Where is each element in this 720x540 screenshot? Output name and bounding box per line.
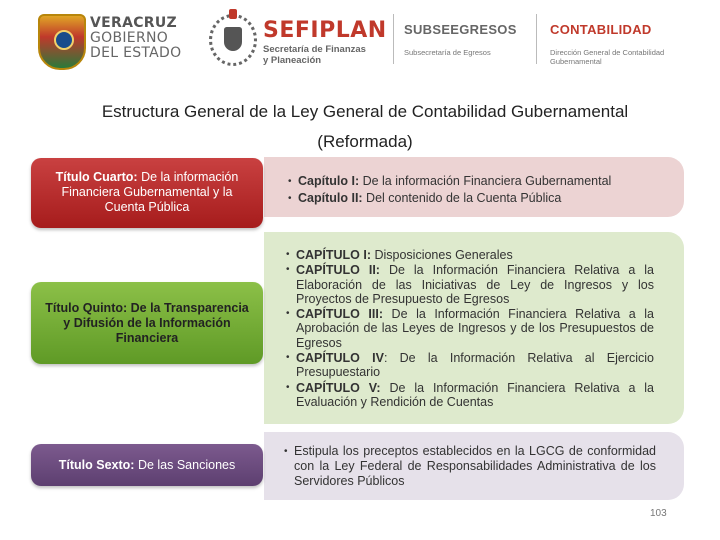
slide-title-line2: (Reformada) — [317, 132, 413, 151]
list-item — [288, 173, 670, 190]
chapter-text: De la Información Financiera Relativa a la Aprobación de las Leyes de Ingresos y de los Presupuestos de Egresos — [296, 307, 654, 350]
header-divider — [393, 14, 394, 64]
title-label-bold: Título Sexto: — [58, 458, 135, 472]
title-label-text — [41, 170, 253, 215]
content-panel-quinto — [264, 232, 684, 424]
title-label-bold: Título Cuarto: — [55, 170, 138, 184]
list-item — [286, 263, 654, 306]
list-item — [286, 307, 654, 350]
chapter-label: CAPÍTULO IV — [296, 351, 384, 366]
sefiplan-sub2: y Planeación — [263, 55, 322, 66]
chapter-label: Capítulo II: — [298, 191, 363, 205]
contabilidad-block — [550, 22, 680, 66]
title-label-rest: De las Sanciones — [134, 458, 236, 472]
contabilidad-subtitle: Dirección General de Contabilidad Gubernamental — [550, 48, 665, 66]
list-item — [286, 351, 654, 380]
sefiplan-emblem-icon — [209, 14, 257, 66]
veracruz-logo — [30, 10, 230, 70]
chapter-text: Del contenido de la Cuenta Pública — [362, 191, 562, 205]
chapter-text: Disposiciones Generales — [371, 248, 513, 262]
chapter-list — [288, 173, 670, 207]
content-panel-sexto — [264, 432, 684, 500]
list-item — [286, 381, 654, 410]
subsegresos-subtitle: Subsecretaría de Egresos — [404, 48, 491, 57]
subsegresos-title: SUBSEEGRESOS — [404, 22, 517, 37]
title-label-bold: Título Quinto: De la Transparencia y Difusión de la Información Financiera — [45, 300, 249, 345]
slide-title — [20, 97, 710, 157]
list-item — [286, 248, 654, 262]
chapter-label: CAPÍTULO V: — [296, 380, 381, 395]
header-divider — [536, 14, 537, 64]
title-label-text — [59, 458, 235, 472]
subsegresos-block — [404, 22, 529, 57]
title-label-sexto — [31, 444, 263, 486]
veracruz-line2: GOBIERNO — [90, 30, 169, 46]
header-logos — [0, 0, 720, 80]
slide-title-line1: Estructura General de la Ley General de Contabilidad Gubernamental — [101, 102, 629, 121]
chapter-label: CAPÍTULO III: — [296, 307, 384, 322]
sefiplan-logo — [205, 10, 387, 70]
title-label-quinto — [31, 282, 263, 364]
chapter-label: CAPÍTULO I: — [296, 248, 371, 262]
content-panel-cuarto — [264, 157, 684, 217]
title-label-text — [41, 301, 253, 346]
chapter-text: De la información Financiera Gubernamental — [359, 174, 612, 188]
sefiplan-sub1: Secretaría de Finanzas — [263, 44, 366, 55]
sefiplan-name: SEFIPLAN — [263, 18, 387, 43]
chapter-text: De la Información Financiera Relativa a la Evaluación y Rendición de Cuentas — [296, 380, 655, 409]
list-item — [288, 190, 670, 207]
sefiplan-subtitle — [263, 44, 378, 66]
title-label-cuarto — [31, 158, 263, 228]
chapter-list — [286, 248, 654, 409]
chapter-label: CAPÍTULO II: — [296, 263, 380, 278]
contabilidad-title: CONTABILIDAD — [550, 22, 652, 37]
veracruz-line3: DEL ESTADO — [90, 45, 182, 61]
chapter-list — [284, 444, 656, 489]
veracruz-line1: VERACRUZ — [90, 15, 177, 31]
title-label-rest: De la información Financiera Gubernamental y la Cuenta Pública — [61, 170, 239, 214]
list-item — [284, 444, 656, 489]
chapter-text: : De la Información Relativa al Ejercicio Presupuestario — [296, 351, 654, 380]
chapter-text: Estipula los preceptos establecidos en la LGCG de conformidad con la Ley Federal de Responsabilidades Administrativa de los Servidores Públicos — [294, 444, 656, 488]
chapter-label: Capítulo I: — [298, 174, 360, 188]
chapter-text: De la Información Financiera Relativa a la Elaboración de las Iniciativas de Ley de Ingresos y los Proyectos de Presupuesto de Egresos — [296, 263, 654, 306]
veracruz-coat-of-arms-icon — [38, 14, 86, 70]
page-number: 103 — [650, 508, 667, 519]
